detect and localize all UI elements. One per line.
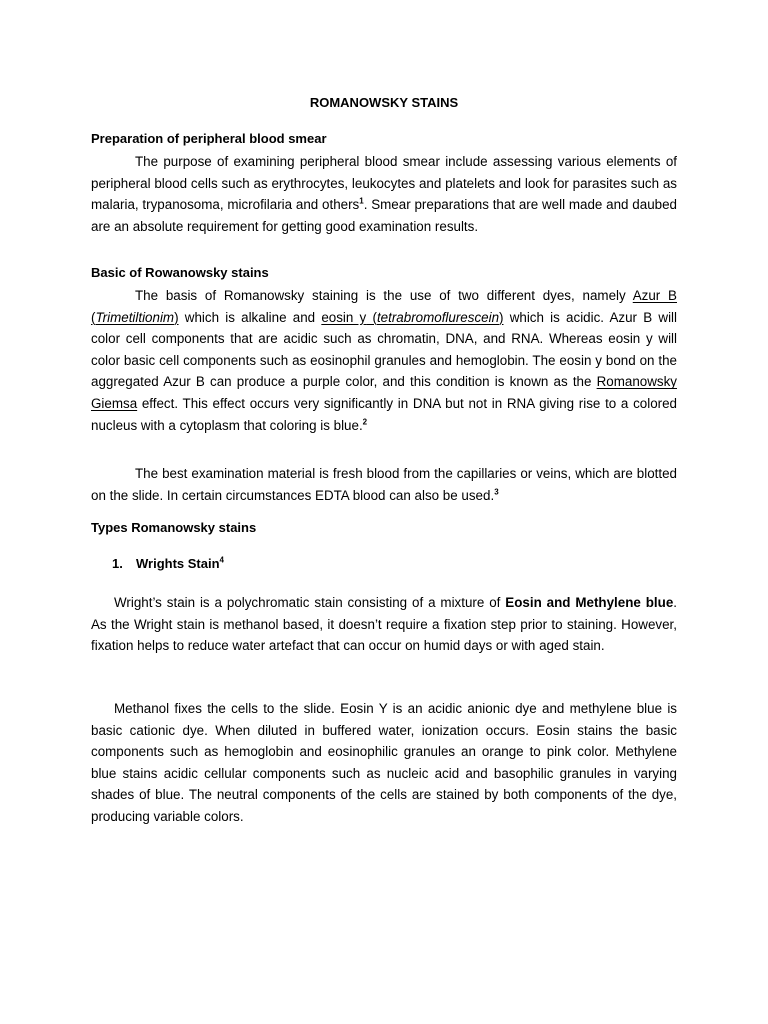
term-eosin-wrap	[321, 310, 503, 325]
paragraph-text: The best examination material is fresh blood from the capillaries or veins, which are blotted on the slide. In certain circumstances EDTA blood can also be used.	[91, 466, 677, 503]
term-trimetiltionim-wrap	[91, 310, 179, 325]
paragraph-text: effect. This effect occurs very significantly in DNA but not in RNA giving rise to a colored nucleus with a cytoplasm that coloring is blue.	[91, 395, 677, 433]
paragraph-text: which is acidic. Azur B will color cell components that are acidic such as chromatin, DNA, and RNA. Whereas eosin y will color basic cell components such as eosinophil granules and hemoglobin. The eosin y bond on the aggregated Azur B can produce a purple color, and this condition is known as the	[91, 309, 677, 390]
footnote-ref: 3	[494, 487, 499, 497]
paragraph-examination-material	[91, 463, 677, 506]
list-label: Wrights Stain	[136, 556, 220, 571]
list-number: 1.	[112, 556, 123, 571]
term-eosin-y: eosin y	[321, 309, 367, 325]
paragraph-wright-description	[91, 592, 677, 657]
paragraph-text: which is alkaline and	[178, 309, 322, 325]
paragraph-text: . As the Wright stain is methanol based, it doesn’t require a fixation step prior to staining. However, fixation helps to reduce water artefact that can occur on humid days or with aged stain.	[91, 595, 678, 654]
term-azur-b: Azur B	[632, 288, 677, 303]
paren-close: )	[499, 309, 504, 325]
section-heading-basic: Basic of Rowanowsky stains	[91, 265, 269, 280]
paragraph-purpose	[91, 151, 677, 237]
paren-close: )	[174, 309, 179, 325]
paragraph-text: Wright’s stain is a polychromatic stain consisting of a mixture of	[114, 595, 506, 610]
document-title: ROMANOWSKY STAINS	[309, 95, 459, 110]
paren-open: (	[366, 309, 377, 325]
paren-open: (	[91, 309, 96, 325]
paragraph-methanol	[91, 698, 677, 828]
term-trimetiltionim: Trimetiltionim	[95, 309, 175, 325]
list-item-wrights-stain	[112, 556, 224, 571]
footnote-ref: 2	[362, 417, 368, 427]
paragraph-text: . Smear preparations that are well made and daubed are an absolute requirement for getting good examination results.	[91, 197, 677, 234]
paragraph-text: The basis of Romanowsky staining is the use of two different dyes, namely	[135, 288, 633, 303]
section-heading-types: Types Romanowsky stains	[91, 520, 257, 535]
paragraph-text: Methanol fixes the cells to the slide. Eosin Y is an acidic anionic dye and methylene blue is basic cationic dye. When diluted in buffered water, ionization occurs. Eosin stains the basic components such as hemoglobin and eosinophilic granules an orange to pink color. Methylene blue stains acidic cellular components such as nucleic acid and basophilic granules in varying shades of blue. The neutral components of the cells are stained by both components of the dye, producing variable colors.	[91, 701, 677, 824]
paragraph-text: The purpose of examining peripheral blood smear include assessing various elements of peripheral blood cells such as erythrocytes, leukocytes and platelets and look for parasites such as malaria, trypanosoma, microfilaria and others	[91, 154, 677, 213]
term-romanowsky-giemsa: Romanowsky Giemsa	[91, 374, 677, 411]
section-heading-preparation: Preparation of peripheral blood smear	[91, 131, 327, 146]
term-tetrabromoflurescein: tetrabromoflurescein	[376, 309, 500, 325]
footnote-ref: 4	[219, 555, 224, 565]
footnote-ref: 1	[359, 196, 364, 206]
paragraph-basis	[91, 285, 677, 436]
bold-eosin-methylene: Eosin and Methylene blue	[505, 595, 674, 610]
